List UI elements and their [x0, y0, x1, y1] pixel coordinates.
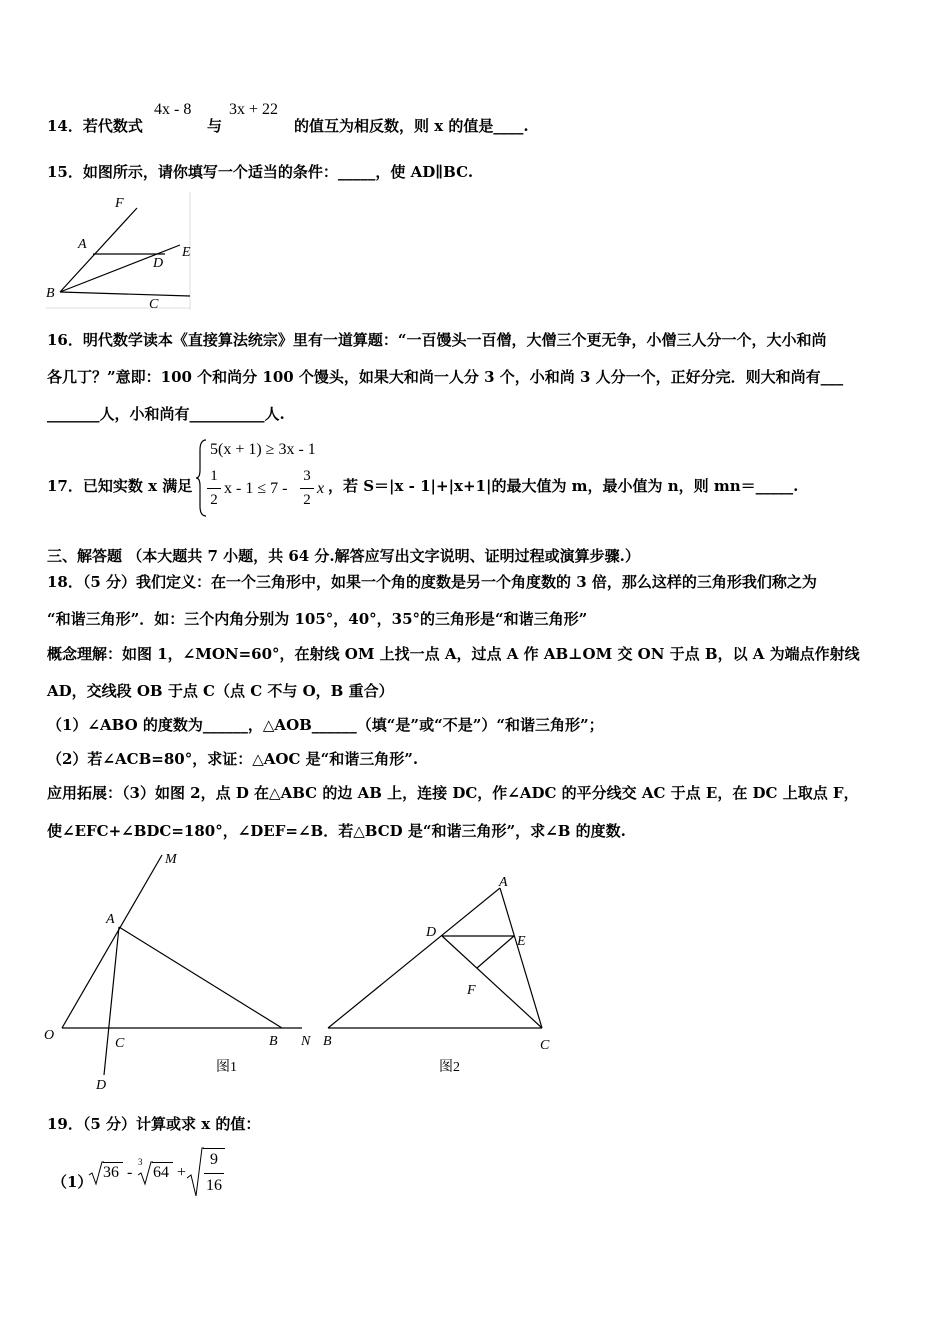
ray-ad — [104, 927, 119, 1075]
label-a: A — [78, 237, 87, 252]
q15-figure — [40, 190, 200, 315]
q16-line3: _______人，小和尚有__________人. — [47, 405, 285, 423]
q19-frac-num: 9 — [210, 1151, 218, 1168]
segment-ba — [328, 888, 500, 1028]
q18-figure2 — [318, 868, 558, 1086]
q18-line1: 18．（5 分）我们定义：在一个三角形中，如果一个角的度数是另一个角度数的 3 倍，那么这样的三角形我们称之为 — [47, 573, 817, 591]
q15-text: 15．如图所示，请你填写一个适当的条件：_____，使 AD∥BC. — [47, 163, 474, 181]
q19-cbrt-sign — [137, 1160, 153, 1186]
q19-sqrt2-bar — [203, 1148, 225, 1149]
q14-expr2: 3x + 22 — [229, 101, 279, 118]
q17-frac2-bar — [300, 488, 314, 489]
fig1-label-m: M — [165, 852, 177, 867]
segment-ef — [477, 936, 514, 968]
fig1-label-n: N — [301, 1034, 311, 1049]
q14-mid: 与 — [207, 117, 223, 135]
fig1-label-b: B — [269, 1034, 278, 1049]
fig2-label-b: B — [323, 1034, 332, 1049]
q14-prefix: 14．若代数式 — [47, 117, 143, 135]
q18-line7: 应用拓展：（3）如图 2，点 D 在△ABC 的边 AB 上，连接 DC，作∠ADC 的平分线交 AC 于点 E，在 DC 上取点 F， — [47, 784, 859, 802]
q18-line8: 使∠EFC+∠BDC=180°，∠DEF=∠B．若△BCD 是“和谐三角形”，求∠B 的度数. — [47, 822, 626, 840]
q19-sqrt1: 36 — [103, 1164, 119, 1181]
q17-frac2-den: 2 — [303, 492, 311, 508]
q19-frac-bar — [204, 1173, 224, 1174]
label-e: E — [182, 245, 191, 260]
fig1-label-o: O — [44, 1028, 55, 1043]
q19-part-label: （1） — [52, 1173, 93, 1191]
q19-minus: - — [127, 1164, 133, 1181]
q19-frac-den: 16 — [206, 1177, 222, 1194]
q18-line3: 概念理解：如图 1，∠MON=60°，在射线 OM 上找一点 A，过点 A 作 AB⊥OM 交 ON 于点 B，以 A 为端点作射线 — [47, 645, 860, 663]
ray-om — [62, 855, 162, 1028]
q18-figure1 — [40, 845, 330, 1095]
q19-sqrt2-sign — [186, 1146, 204, 1198]
q19-sqrt1-sign — [88, 1160, 104, 1186]
fig2-label-f: F — [467, 983, 476, 998]
q18-line2: “和谐三角形”．如：三个内角分别为 105°，40°，35°的三角形是“和谐三角形” — [47, 610, 588, 628]
label-b: B — [46, 286, 55, 301]
line-bf — [60, 208, 137, 292]
segment-ac — [500, 888, 542, 1028]
section3-title: 三、解答题 （本大题共 7 小题，共 64 分.解答应写出文字说明、证明过程或演算步骤.） — [47, 547, 640, 565]
q18-line6: （2）若∠ACB=80°，求证：△AOC 是“和谐三角形”. — [47, 750, 419, 768]
q17-frac1-num: 1 — [210, 468, 218, 484]
q17-frac1-den: 2 — [210, 492, 218, 508]
fig2-label-a: A — [499, 875, 508, 890]
q17-frac1-bar — [207, 488, 221, 489]
fig2-label-c: C — [540, 1038, 550, 1053]
fig2-caption: 图2 — [439, 1060, 460, 1075]
q19-sqrt1-bar — [103, 1162, 123, 1163]
q17-ineq2-a: x - 1 ≤ 7 - — [224, 480, 288, 497]
fig2-label-e: E — [517, 934, 526, 949]
q17-ineq2-b: x — [317, 480, 325, 497]
q17-suffix: ，若 S＝|x - 1|+|x+1|的最大值为 m，最小值为 n，则 mn＝_____. — [328, 477, 799, 495]
segment-dc — [442, 936, 542, 1028]
fig1-label-d: D — [96, 1078, 107, 1093]
fig1-label-a: A — [106, 912, 115, 927]
q16-line1: 16．明代数学读本《直接算法统宗》里有一道算题：“一百馒头一百僧，大僧三个更无争，小僧三人分一个，大小和尚 — [47, 331, 827, 349]
q17-frac2-num: 3 — [303, 468, 311, 484]
q19-cbrt-index: 3 — [138, 1157, 143, 1167]
label-f: F — [115, 196, 124, 211]
segment-ab — [119, 927, 282, 1028]
q19-cbrt: 64 — [153, 1164, 169, 1181]
label-c: C — [149, 297, 159, 312]
fig2-label-d: D — [426, 925, 437, 940]
q18-line4: AD，交线段 OB 于点 C（点 C 不与 O，B 重合） — [47, 682, 394, 700]
q19-plus: + — [177, 1164, 187, 1181]
q18-line5: （1）∠ABO 的度数为______，△AOB______（填“是”或“不是”）“和谐三角形”； — [47, 716, 604, 734]
q19-cbrt-bar — [152, 1162, 173, 1163]
q14-suffix: 的值互为相反数，则 x 的值是____. — [294, 117, 529, 135]
q17-ineq1: 5(x + 1) ≥ 3x - 1 — [210, 441, 316, 458]
q17-prefix: 17．已知实数 x 满足 — [47, 477, 193, 495]
q19-title: 19．（5 分）计算或求 x 的值： — [47, 1115, 261, 1133]
fig1-label-c: C — [115, 1036, 125, 1051]
fig1-caption: 图1 — [216, 1060, 237, 1075]
line-bc — [60, 292, 190, 296]
label-d: D — [153, 256, 164, 271]
q14-expr1: 4x - 8 — [154, 101, 192, 118]
q16-line2: 各几丁？”意即：100 个和尚分 100 个馒头，如果大和尚一人分 3 个，小和尚 3 人分一个，正好分完．则大和尚有___ — [47, 368, 844, 386]
